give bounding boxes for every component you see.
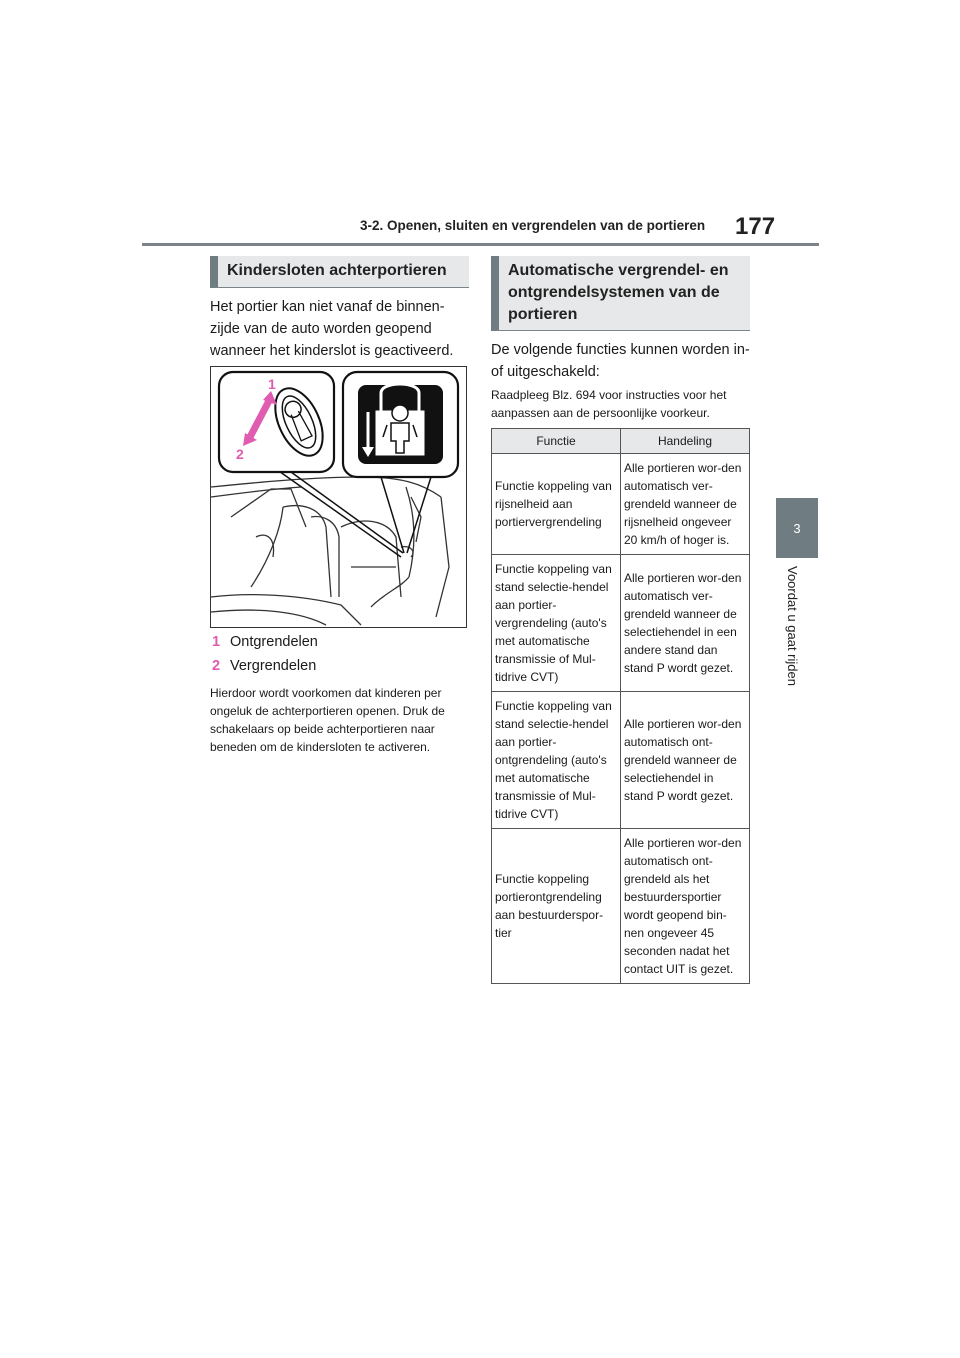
table-cell-function: Functie koppeling van rijsnelheid aan portiervergrendeling <box>492 454 621 555</box>
table-cell-action: Alle portieren wor-den automatisch ont-grendeld als het bestuurdersportier wordt geopend bin-nen ongeveer 45 seconden nadat het contact UIT is gezet. <box>621 829 750 984</box>
table-row <box>492 829 750 984</box>
section-heading-child-locks: Kindersloten achterportieren <box>210 256 469 288</box>
child-lock-intro: Het portier kan niet vanaf de binnen-zijde van de auto worden geopend wanneer het kinderslot is geactiveerd. <box>210 299 454 359</box>
section-heading-auto-lock: Automatische vergrendel- en ontgrendelsystemen van de portieren <box>491 256 750 331</box>
legend-label: Ontgrendelen <box>230 634 318 650</box>
auto-lock-intro: De volgende functies kunnen worden in- of uitgeschakeld: <box>491 342 750 380</box>
table-cell-action: Alle portieren wor-den automatisch ont-grendeld wanneer de selectiehendel in stand P wordt gezet. <box>621 692 750 829</box>
legend-label: Vergrendelen <box>230 658 317 674</box>
column-header-action: Handeling <box>621 429 750 454</box>
chapter-label <box>785 566 809 706</box>
legend-number: 2 <box>212 658 221 674</box>
table-cell-function: Functie koppeling van stand selectie-hendel aan portier-ontgrendeling (auto's met automatische transmissie of Mul-tidrive CVT) <box>492 692 621 829</box>
table-cell-action: Alle portieren wor-den automatisch ver-grendeld wanneer de selectiehendel in een andere stand dan stand P wordt gezet. <box>621 555 750 692</box>
table-cell-function: Functie koppeling van stand selectie-hendel aan portier-vergrendeling (auto's met automatische transmissie of Mul-tidrive CVT) <box>492 555 621 692</box>
table-header-row <box>492 429 750 454</box>
table-cell-action: Alle portieren wor-den automatisch ver-grendeld wanneer de rijsnelheid ongeveer 20 km/h of hoger is. <box>621 454 750 555</box>
table-row <box>492 692 750 829</box>
table-row <box>492 555 750 692</box>
door-illustration-svg <box>211 367 466 627</box>
child-lock-illustration <box>210 366 467 628</box>
column-header-function: Functie <box>492 429 621 454</box>
child-lock-note: Hierdoor wordt voorkomen dat kinderen per ongeluk de achterportieren openen. Druk de schakelaars op beide achterportieren naar beneden om de kindersloten te activeren. <box>210 686 445 754</box>
section-title: 3-2. Openen, sluiten en vergrendelen van de portieren <box>360 218 706 233</box>
legend-item <box>212 658 316 674</box>
callout-1: 1 <box>268 376 276 392</box>
chapter-title: Voordat u gaat rijden <box>785 566 800 686</box>
chapter-number: 3 <box>793 520 801 536</box>
functions-table <box>491 428 750 984</box>
legend-number: 1 <box>212 634 221 650</box>
table-row <box>492 454 750 555</box>
legend-item <box>212 634 318 650</box>
header-divider <box>142 243 819 246</box>
callout-2: 2 <box>236 446 244 462</box>
page-number: 177 <box>735 213 776 240</box>
table-cell-function: Functie koppeling portierontgrendeling aan bestuurderspor-tier <box>492 829 621 984</box>
auto-lock-note: Raadpleeg Blz. 694 voor instructies voor het aanpassen aan de persoonlijke voorkeur. <box>491 388 727 420</box>
chapter-tab <box>776 498 818 558</box>
